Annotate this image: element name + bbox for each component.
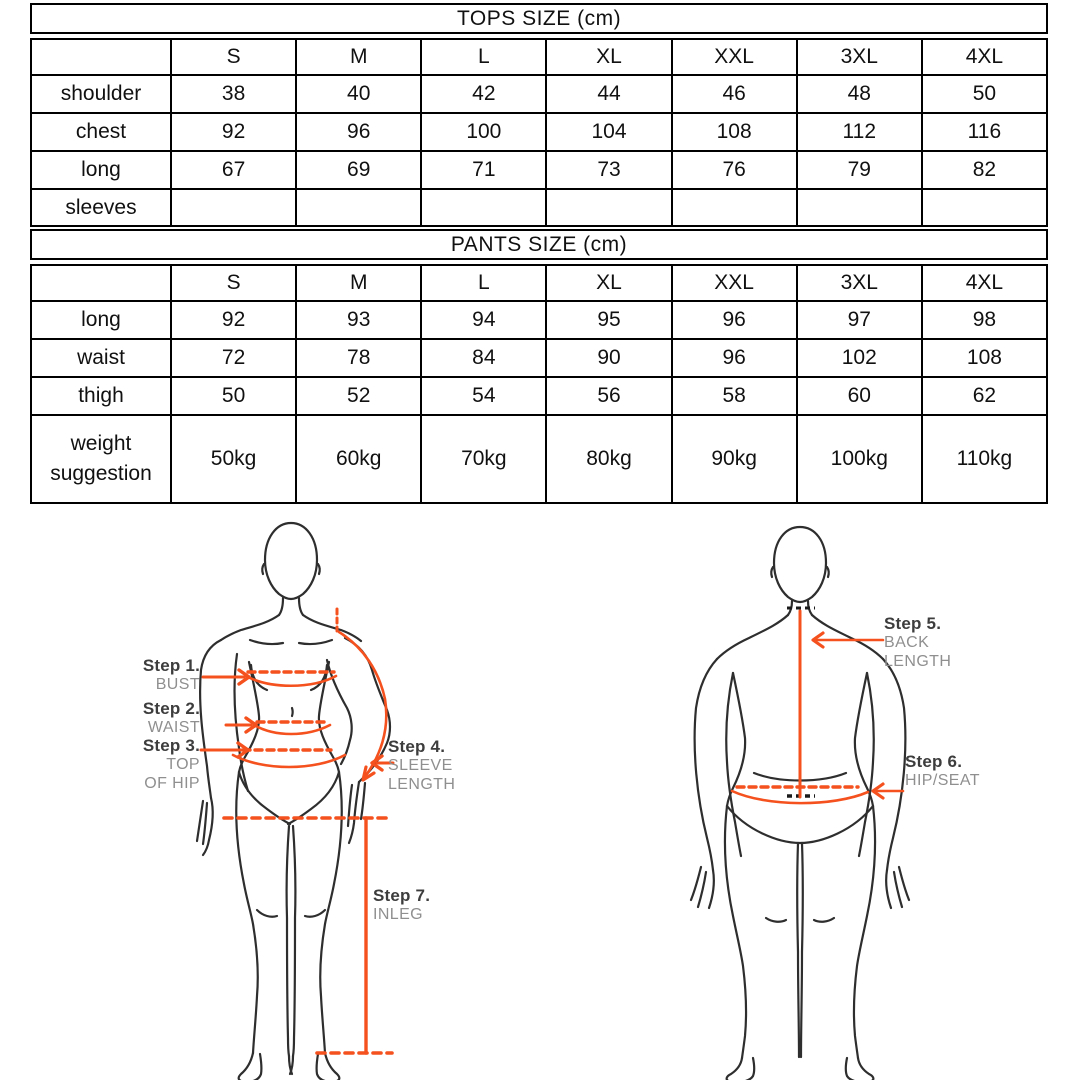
cell: 56 — [546, 377, 671, 415]
waist-curve — [254, 725, 330, 734]
cell: 71 — [421, 151, 546, 189]
cell: 58 — [672, 377, 797, 415]
tops-col-header — [31, 39, 171, 75]
cell: 90 — [546, 339, 671, 377]
step-text: SLEEVE — [388, 757, 453, 775]
cell: 90kg — [672, 415, 797, 503]
cell: 44 — [546, 75, 671, 113]
pants-title-text: PANTS SIZE (cm) — [450, 232, 628, 256]
back-right-arm — [883, 659, 905, 870]
tops-col-header: M — [296, 39, 421, 75]
step-text: BACK — [884, 634, 930, 652]
row-label: weight suggestion — [31, 415, 171, 503]
step-number: Step 5. — [884, 614, 942, 633]
front-left-arm — [200, 640, 221, 798]
cell: 48 — [797, 75, 922, 113]
cell: 110kg — [922, 415, 1047, 503]
tops-col-header: 4XL — [922, 39, 1047, 75]
cell: 40 — [296, 75, 421, 113]
size-tables — [30, 3, 1048, 506]
pants-table — [30, 264, 1048, 504]
step-number: Step 7. — [373, 886, 431, 905]
tops-table — [30, 38, 1048, 227]
cell: 50kg — [171, 415, 296, 503]
pants-col-header: XL — [546, 265, 671, 301]
row-label: long — [31, 301, 171, 339]
cell: 62 — [922, 377, 1047, 415]
table-row-long — [31, 151, 1047, 189]
cell: 67 — [171, 151, 296, 189]
cell: 70kg — [421, 415, 546, 503]
cell: 97 — [797, 301, 922, 339]
row-label: sleeves — [31, 189, 171, 226]
cell: 78 — [296, 339, 421, 377]
row-label: thigh — [31, 377, 171, 415]
cell — [296, 189, 421, 226]
cell: 38 — [171, 75, 296, 113]
cell: 100 — [421, 113, 546, 151]
cell: 76 — [672, 151, 797, 189]
pants-col-header: 3XL — [797, 265, 922, 301]
cell — [546, 189, 671, 226]
tops-col-header: S — [171, 39, 296, 75]
cell: 102 — [797, 339, 922, 377]
back-right-foot — [846, 1058, 874, 1080]
step-2-label — [98, 699, 200, 737]
back-left-arm — [695, 659, 717, 870]
step-text: TOP — [166, 756, 200, 774]
front-measure-marks — [201, 609, 393, 1053]
cell: 73 — [546, 151, 671, 189]
cell: 100kg — [797, 415, 922, 503]
step-text: LENGTH — [884, 652, 952, 670]
front-head — [265, 523, 317, 599]
front-navel — [292, 708, 293, 716]
step-number: Step 4. — [388, 737, 446, 756]
step-number: Step 2. — [142, 699, 200, 718]
back-figure-illustration — [620, 510, 1080, 1080]
cell: 72 — [171, 339, 296, 377]
row-label: shoulder — [31, 75, 171, 113]
tops-col-header: 3XL — [797, 39, 922, 75]
tops-col-header: XL — [546, 39, 671, 75]
table-row-waist — [31, 339, 1047, 377]
step-text: WAIST — [147, 719, 200, 737]
step-text: OF HIP — [144, 774, 200, 792]
step-number: Step 6. — [905, 752, 963, 771]
cell: 116 — [922, 113, 1047, 151]
front-figure-illustration — [100, 510, 500, 1080]
front-left-foot — [239, 1053, 262, 1080]
cell: 108 — [672, 113, 797, 151]
hip-curve — [233, 755, 345, 767]
cell: 79 — [797, 151, 922, 189]
cell — [672, 189, 797, 226]
step-4-label — [388, 737, 455, 794]
cell: 112 — [797, 113, 922, 151]
pants-header-row — [31, 265, 1047, 301]
table-row-sleeves — [31, 189, 1047, 226]
pants-col-header: M — [296, 265, 421, 301]
row-label: chest — [31, 113, 171, 151]
front-neck — [279, 598, 283, 615]
pants-table-title — [30, 229, 1048, 260]
cell: 92 — [171, 113, 296, 151]
cell: 52 — [296, 377, 421, 415]
cell: 98 — [922, 301, 1047, 339]
cell — [171, 189, 296, 226]
cell: 82 — [922, 151, 1047, 189]
back-left-leg — [725, 806, 746, 1058]
cell: 93 — [296, 301, 421, 339]
table-row-weight-suggestion — [31, 415, 1047, 503]
cell: 84 — [421, 339, 546, 377]
front-right-foot — [317, 1053, 340, 1080]
table-row-pants-long — [31, 301, 1047, 339]
step-text: HIP/SEAT — [905, 772, 980, 790]
cell: 50 — [922, 75, 1047, 113]
cell: 92 — [171, 301, 296, 339]
step-number: Step 1. — [142, 656, 200, 675]
table-row-chest — [31, 113, 1047, 151]
cell: 46 — [672, 75, 797, 113]
cell: 80kg — [546, 415, 671, 503]
row-label: long — [31, 151, 171, 189]
step-7-label — [373, 886, 430, 924]
cell: 108 — [922, 339, 1047, 377]
step-1-label — [98, 656, 200, 694]
cell — [922, 189, 1047, 226]
pants-col-header: 4XL — [922, 265, 1047, 301]
cell: 69 — [296, 151, 421, 189]
pants-col-header: L — [421, 265, 546, 301]
back-left-foot — [727, 1058, 755, 1080]
tops-title-text: TOPS SIZE (cm) — [456, 6, 622, 30]
pants-col-header: XXL — [672, 265, 797, 301]
table-row-thigh — [31, 377, 1047, 415]
cell: 50 — [171, 377, 296, 415]
pants-col-header: S — [171, 265, 296, 301]
front-body-outline — [197, 523, 390, 1080]
cell — [797, 189, 922, 226]
table-row-shoulder — [31, 75, 1047, 113]
cell: 104 — [546, 113, 671, 151]
step-5-label — [884, 614, 951, 671]
cell: 54 — [421, 377, 546, 415]
front-left-leg — [236, 772, 258, 1053]
tops-col-header: XXL — [672, 39, 797, 75]
step-text: BUST — [155, 676, 200, 694]
cell: 60kg — [296, 415, 421, 503]
back-head — [774, 527, 826, 602]
cell: 42 — [421, 75, 546, 113]
step-text: INLEG — [373, 906, 424, 924]
step-text: LENGTH — [388, 775, 456, 793]
tops-header-row — [31, 39, 1047, 75]
step-6-label — [905, 752, 980, 790]
row-label: waist — [31, 339, 171, 377]
tops-col-header: L — [421, 39, 546, 75]
cell: 94 — [421, 301, 546, 339]
back-panty-line — [727, 806, 873, 843]
step-3-label — [98, 736, 200, 793]
tops-table-title — [30, 3, 1048, 34]
back-right-leg — [854, 806, 875, 1058]
cell: 60 — [797, 377, 922, 415]
cell: 95 — [546, 301, 671, 339]
cell: 96 — [672, 339, 797, 377]
step-number: Step 3. — [142, 736, 200, 755]
cell: 96 — [296, 113, 421, 151]
pants-col-header — [31, 265, 171, 301]
cell — [421, 189, 546, 226]
cell: 96 — [672, 301, 797, 339]
